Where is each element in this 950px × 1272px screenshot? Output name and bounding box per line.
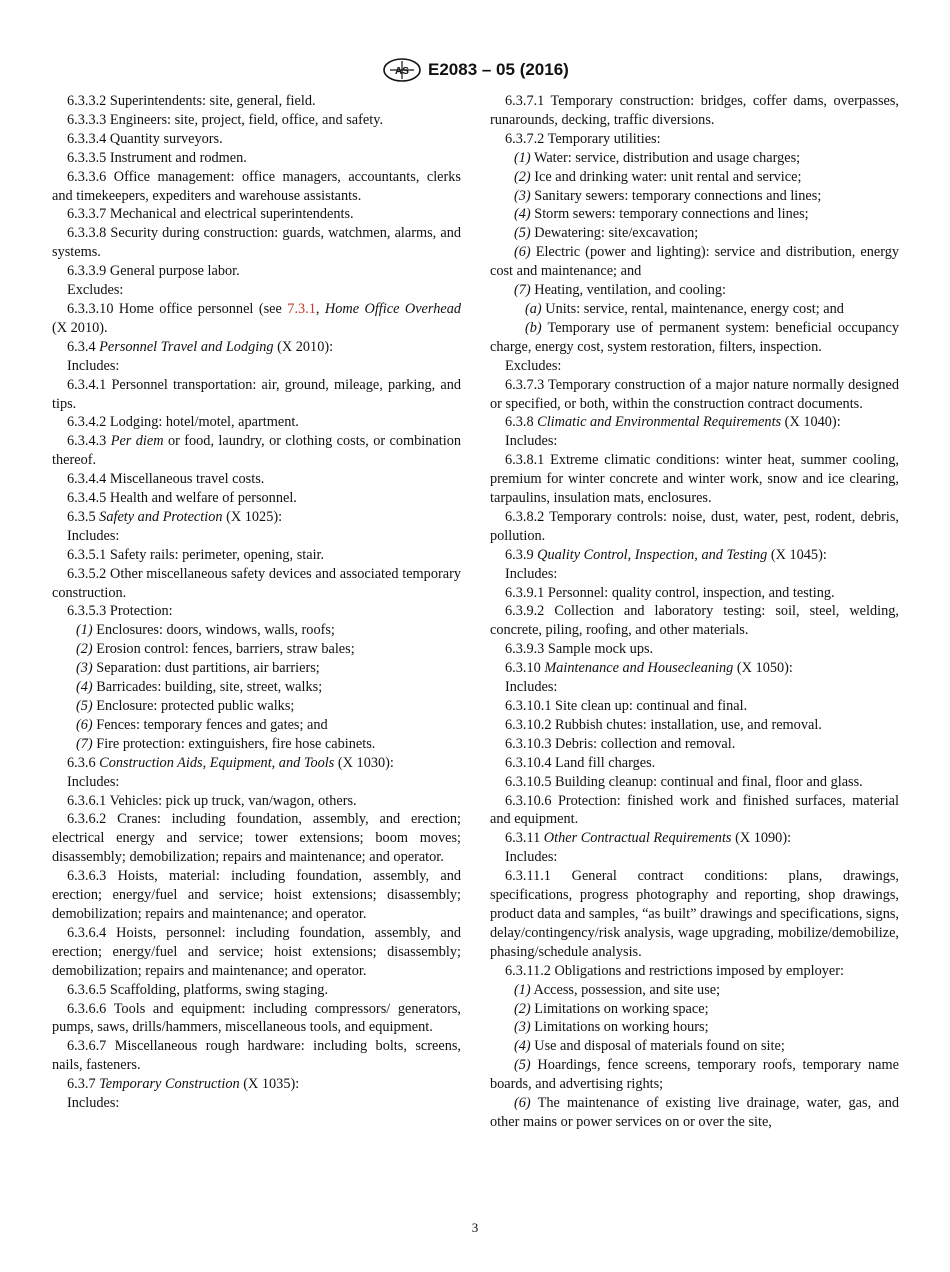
paragraph: 6.3.9.1 Personnel: quality control, inspection, and testing. [505,584,835,601]
paragraph: 6.3.4.5 Health and welfare of personnel. [67,490,297,507]
paragraph: 6.3.10.6 Protection: finished work and finished surfaces, material and equipment. [490,792,899,828]
paragraph: Includes: [67,1095,120,1112]
list-item: (b) Temporary use of permanent system: beneficial occupancy charge, energy cost, system restoration, filters, inspection. [490,319,899,355]
svg-text:AS: AS [395,66,409,77]
page-number: 3 [471,1220,479,1235]
list-item: (3) Limitations on working hours; [514,1019,709,1036]
paragraph: 6.3.3.6 Office management: office managers, accountants, clerks and timekeepers, expediters and warehouse assistants. [52,168,461,204]
paragraph: Includes: [505,849,558,866]
paragraph: 6.3.5.3 Protection: [67,603,173,620]
section-heading: 6.3.10 Maintenance and Housecleaning (X 1050): [505,660,793,677]
paragraph: Excludes: [505,357,562,374]
section-link[interactable]: 7.3.1 [287,300,316,317]
paragraph: 6.3.9.2 Collection and laboratory testing: soil, steel, welding, concrete, piling, roofing, and other materials. [490,603,899,639]
paragraph: Excludes: [67,282,124,299]
paragraph: 6.3.5.2 Other miscellaneous safety devices and associated temporary construction. [52,565,461,601]
paragraph: 6.3.6.1 Vehicles: pick up truck, van/wagon, others. [67,792,357,809]
page-header [0,58,950,82]
paragraph: 6.3.10.5 Building cleanup: continual and final, floor and glass. [505,773,863,790]
list-item: (4) Barricades: building, site, street, walks; [76,679,323,696]
paragraph: 6.3.10.1 Site clean up: continual and final. [505,698,748,714]
paragraph: 6.3.6.3 Hoists, material: including foundation, assembly, and erection; energy/fuel and service; hoist extensions; disassembly; demobilization; repairs and maintenance; and operator. [52,868,461,922]
list-item: (2) Erosion control: fences, barriers, straw bales; [76,641,355,658]
paragraph: 6.3.3.9 General purpose labor. [67,263,240,280]
list-item: (1) Water: service, distribution and usage charges; [514,149,801,166]
paragraph: 6.3.7.1 Temporary construction: bridges, coffer dams, overpasses, runarounds, decking, traffic diversions. [490,93,899,128]
paragraph: 6.3.7.2 Temporary utilities: [505,130,661,147]
paragraph: 6.3.6.2 Cranes: including foundation, assembly, and erection; electrical energy and service; tower extensions; boom moves; disassembly; demobilization; repairs and maintenance; and operator. [52,811,461,866]
paragraph: 6.3.11.1 General contract conditions: plans, drawings, specifications, progress photography and reporting, shop drawings, product data and samples, “as built” drawings and specifications, signs, delay/contingency/risk analysis, wage upgrading, mobilize/demobilize, phasing/schedule analysis. [490,868,899,960]
list-item: (1) Enclosures: doors, windows, walls, roofs; [76,622,335,639]
list-item: (6) Fences: temporary fences and gates; and [76,716,328,733]
list-item: (1) Access, possession, and site use; [514,981,721,998]
list-item: (4) Use and disposal of materials found on site; [514,1038,785,1055]
list-item: (3) Sanitary sewers: temporary connections and lines; [514,187,822,204]
standard-designation: E2083 – 05 (2016) [428,60,569,79]
paragraph: 6.3.8.2 Temporary controls: noise, dust, water, pest, rodent, debris, pollution. [490,508,899,544]
paragraph: 6.3.6.4 Hoists, personnel: including foundation, assembly, and erection; energy/fuel and service; hoist extensions; disassembly; demobilization; repairs and maintenance; and operator. [52,924,461,979]
paragraph: 6.3.10.2 Rubbish chutes: installation, use, and removal. [505,716,822,733]
list-item: (6) Electric (power and lighting): service and distribution, energy cost and maintenance; and [490,244,899,280]
list-item: (7) Fire protection: extinguishers, fire hose cabinets. [76,735,376,752]
paragraph: 6.3.6.6 Tools and equipment: including compressors/ generators, pumps, saws, drills/hammers, miscellaneous tools, and equipment. [52,1000,461,1036]
paragraph: 6.3.3.4 Quantity surveyors. [67,130,223,147]
right-column [490,92,899,1132]
paragraph: 6.3.3.10 Home office personnel (see 7.3.1, Home Office Overhead (X 2010). [52,300,461,336]
list-item: (6) The maintenance of existing live drainage, water, gas, and other mains or power services on or over the site, [490,1095,899,1130]
paragraph: 6.3.4.4 Miscellaneous travel costs. [67,471,265,488]
paragraph: 6.3.3.8 Security during construction: guards, watchmen, alarms, and systems. [52,225,461,261]
list-item: (2) Limitations on working space; [514,1000,709,1017]
section-heading: 6.3.9 Quality Control, Inspection, and Testing (X 1045): [505,546,827,563]
paragraph: 6.3.11.2 Obligations and restrictions imposed by employer: [505,962,844,979]
list-item: (3) Separation: dust partitions, air barriers; [76,660,320,677]
left-column [52,92,461,1113]
section-heading: 6.3.11 Other Contractual Requirements (X 1090): [505,830,792,847]
list-item: (5) Hoardings, fence screens, temporary roofs, temporary name boards, and advertising rights; [490,1057,899,1093]
section-heading: 6.3.5 Safety and Protection (X 1025): [67,508,283,525]
section-heading: 6.3.7 Temporary Construction (X 1035): [67,1076,300,1093]
paragraph: 6.3.10.4 Land fill charges. [505,754,656,771]
paragraph: 6.3.4.2 Lodging: hotel/motel, apartment. [67,414,299,431]
section-heading: 6.3.8 Climatic and Environmental Requirements (X 1040): [505,414,841,431]
list-item: (5) Enclosure: protected public walks; [76,698,295,714]
list-item: (5) Dewatering: site/excavation; [514,225,699,242]
paragraph: Includes: [67,773,120,790]
paragraph: 6.3.4.1 Personnel transportation: air, ground, mileage, parking, and tips. [52,376,461,412]
paragraph: 6.3.7.3 Temporary construction of a major nature normally designed or specified, or both, within the construction contract documents. [490,376,899,412]
paragraph: Includes: [505,565,558,582]
list-item: (2) Ice and drinking water: unit rental and service; [514,168,802,185]
paragraph: 6.3.3.5 Instrument and rodmen. [67,149,247,166]
paragraph: 6.3.8.1 Extreme climatic conditions: winter heat, summer cooling, premium for winter concrete and winter work, snow and ice clearing, tarpaulins, insulation mats, enclosures. [490,452,899,507]
list-item: (4) Storm sewers: temporary connections and lines; [514,206,809,223]
paragraph: Includes: [67,357,120,374]
paragraph: 6.3.6.7 Miscellaneous rough hardware: including bolts, screens, nails, fasteners. [52,1038,461,1074]
paragraph: 6.3.5.1 Safety rails: perimeter, opening, stair. [67,546,325,563]
list-item: (a) Units: service, rental, maintenance, energy cost; and [525,300,844,317]
paragraph: Includes: [67,527,120,544]
paragraph: 6.3.4.3 Per diem or food, laundry, or clothing costs, or combination thereof. [52,433,461,469]
section-heading: 6.3.4 Personnel Travel and Lodging (X 2010): [67,338,334,355]
list-item: (7) Heating, ventilation, and cooling: [514,282,727,299]
paragraph: Includes: [505,433,558,450]
paragraph: 6.3.3.2 Superintendents: site, general, field. [67,93,316,109]
paragraph: 6.3.6.5 Scaffolding, platforms, swing staging. [67,981,329,998]
paragraph: Includes: [505,679,558,696]
paragraph: 6.3.3.7 Mechanical and electrical superintendents. [67,206,354,223]
section-heading: 6.3.6 Construction Aids, Equipment, and Tools (X 1030): [67,754,394,771]
paragraph: 6.3.9.3 Sample mock ups. [505,641,654,658]
astm-logo-icon [382,58,422,82]
paragraph: 6.3.10.3 Debris: collection and removal. [505,735,736,752]
paragraph: 6.3.3.3 Engineers: site, project, field, office, and safety. [67,111,384,128]
